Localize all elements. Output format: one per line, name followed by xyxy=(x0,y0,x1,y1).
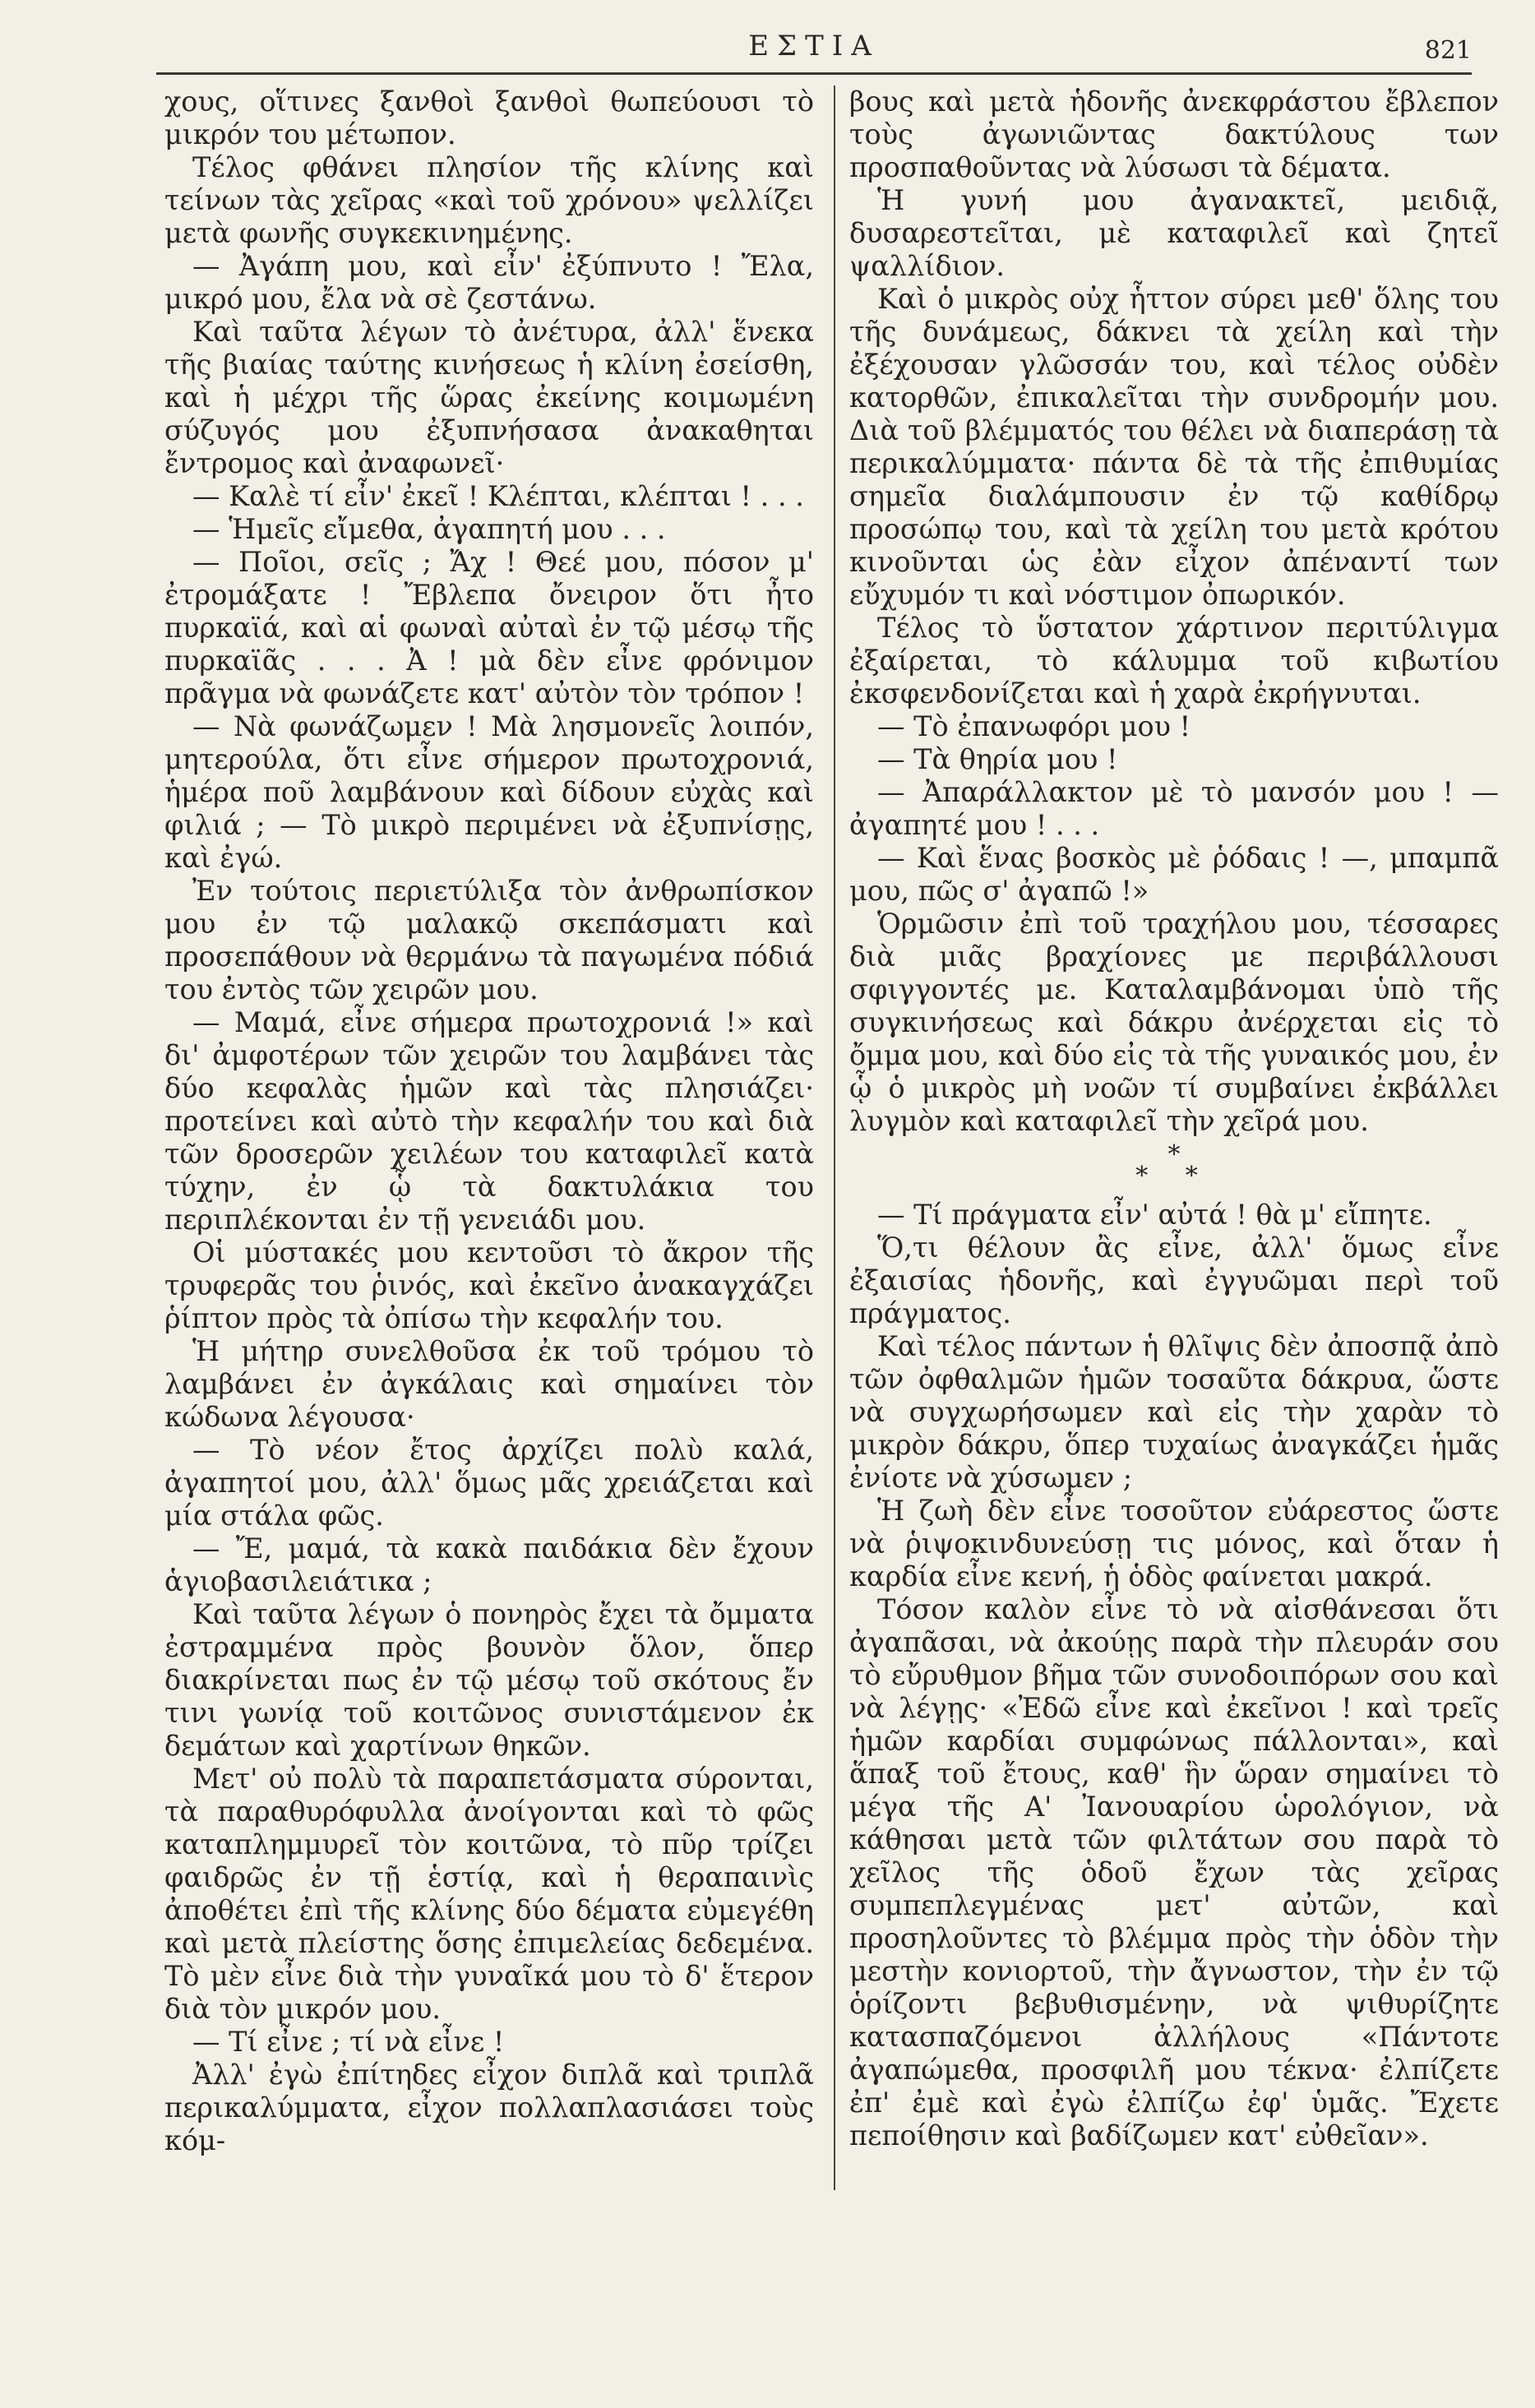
paragraph: Καὶ ὁ μικρὸς οὐχ ἧττον σύρει μεθ' ὅλης του τῆς δυνάμεως, δάκνει τὰ χείλη καὶ τὴν ἐξέχουσαν γλῶσσάν του, καὶ τέλος οὐδὲν κατορθῶν, ἐπικαλεῖται τὴν συνδρομήν μου. Διὰ τοῦ βλέμματός του θέλει νὰ διαπεράσῃ τὰ περικαλύμματα· πάντα δὲ τὰ τῆς ἐπιθυμίας σημεῖα διαλάμπουσιν ἐν τῷ καθίδρῳ προσώπῳ του, καὶ τὰ χείλη του μετὰ κρότου κινοῦνται ὡς ἐὰν εἶχον ἀπέναντί των εὔχυμόν τι καὶ νόστιμον ὀπωρικόν. xyxy=(849,283,1499,611)
paragraph: Τόσον καλὸν εἶνε τὸ νὰ αἰσθάνεσαι ὅτι ἀγαπᾶσαι, νὰ ἀκούῃς παρὰ τὴν πλευράν σου τὸ εὔρυθμον βῆμα τῶν συνοδοιπόρων σου καὶ νὰ λέγῃς· «Ἐδῶ εἶνε καὶ ἐκεῖνοι ! καὶ τρεῖς ἡμῶν καρδίαι συμφώνως πάλλονται», καὶ ἅπαξ τοῦ ἔτους, καθ' ἣν ὥραν σημαίνει τὸ μέγα τῆς Α' Ἰανουαρίου ὡρολόγιον, νὰ κάθησαι μετὰ τῶν φιλτάτων σου παρὰ τὸ χεῖλος τῆς ὁδοῦ ἔχων τὰς χεῖρας συμπεπλεγμένας μετ' αὐτῶν, καὶ προσηλοῦντες τὸ βλέμμα πρὸς τὴν ὁδὸν τὴν μεστὴν κονιορτοῦ, τὴν ἄγνωστον, τὴν ἐν τῷ ὁρίζοντι βεβυθισμένην, νὰ ψιθυρίζητε κατασπαζόμενοι ἀλλήλους «Πάντοτε ἀγαπώμεθα, προσφιλῆ μου τέκνα· ἐλπίζετε ἐπ' ἐμὲ καὶ ἐγὼ ἐλπίζω ἐφ' ὑμᾶς. Ἔχετε πεποίθησιν καὶ βαδίζωμεν κατ' εὐθεῖαν». xyxy=(849,1593,1499,2151)
section-break-asterism xyxy=(849,1140,1499,1190)
right-column xyxy=(849,86,1499,2152)
paragraph: Μετ' οὐ πολὺ τὰ παραπετάσματα σύρονται, τὰ παραθυρόφυλλα ἀνοίγονται καὶ τὸ φῶς καταπλημμυρεῖ τὸν κοιτῶνα, τὸ πῦρ τρίζει φαιδρῶς ἐν τῇ ἑστίᾳ, καὶ ἡ θεραπαινὶς ἀποθέτει ἐπὶ τῆς κλίνης δύο δέματα εὐμεγέθη καὶ μετὰ πλείστης ὅσης ἐπιμελείας δεδεμένα. Τὸ μὲν εἶνε διὰ τὴν γυναῖκά μου τὸ δ' ἕτερον διὰ τὸν μικρόν μου. xyxy=(164,1763,814,2025)
paragraph: Τέλος φθάνει πλησίον τῆς κλίνης καὶ τείνων τὰς χεῖρας «καὶ τοῦ χρόνου» ψελλίζει μετὰ φωνῆς συγκεκινημένης. xyxy=(164,151,814,249)
paragraph: Ἀλλ' ἐγὼ ἐπίτηδες εἶχον διπλᾶ καὶ τριπλᾶ περικαλύμματα, εἶχον πολλαπλασιάσει τοὺς κόμ- xyxy=(164,2059,814,2156)
dialogue-line: — Νὰ φωνάζωμεν ! Μὰ λησμονεῖς λοιπόν, μητερούλα, ὅτι εἶνε σήμερον πρωτοχρονιά, ἡμέρα ποῦ λαμβάνουν καὶ δίδουν εὐχὰς καὶ φιλιά ; — Τὸ μικρὸ περιμένει νὰ ἐξυπνίσῃς, καὶ ἐγώ. xyxy=(164,710,814,874)
journal-title: ΕΣΤΙΑ xyxy=(748,30,880,62)
dialogue-line: — Καλὲ τί εἶν' ἐκεῖ ! Κλέπται, κλέπται ! . . . xyxy=(192,480,804,512)
dialogue-line: — Ἀγάπη μου, καὶ εἶν' ἐξύπνυτο ! Ἔλα, μικρό μου, ἔλα νὰ σὲ ζεστάνω. xyxy=(164,250,814,315)
dialogue-line: — Καὶ ἕνας βοσκὸς μὲ ῥόδαις ! —, μπαμπᾶ μου, πῶς σ' ἀγαπῶ !» xyxy=(849,842,1499,907)
paragraph: Ἡ γυνή μου ἀγανακτεῖ, μειδιᾷ, δυσαρεστεῖται, μὲ καταφιλεῖ καὶ ζητεῖ ψαλλίδιον. xyxy=(849,184,1499,282)
dialogue-line: — Ποῖοι, σεῖς ; Ἄχ ! Θεέ μου, πόσον μ' ἐτρομάξατε ! Ἔβλεπα ὄνειρον ὅτι ἦτο πυρκαϊά, καὶ αἱ φωναὶ αὐταὶ ἐν τῷ μέσῳ τῆς πυρκαϊᾶς . . . Ἀ ! μὰ δὲν εἶνε φρόνιμον πρᾶγμα νὰ φωνάζετε κατ' αὐτὸν τὸν τρόπον ! xyxy=(164,546,814,709)
paragraph: Ὁρμῶσιν ἐπὶ τοῦ τραχήλου μου, τέσσαρες διὰ μιᾶς βραχίονες με περιβάλλουσι σφιγγοντές με. Καταλαμβάνομαι ὑπὸ τῆς συγκινήσεως καὶ δάκρυ ἀνέρχεται εἰς τὸ ὄμμα μου, καὶ δύο εἰς τὰ τῆς γυναικός μου, ἐν ᾧ ὁ μικρὸς μὴ νοῶν τί συμβαίνει ἐκβάλλει λυγμὸν καὶ καταφιλεῖ τὴν χεῖρά μου. xyxy=(849,908,1499,1137)
dialogue-line: — Ἡμεῖς εἴμεθα, ἀγαπητή μου . . . xyxy=(192,513,666,545)
header-rule xyxy=(156,72,1472,75)
asterism-top: * xyxy=(1167,1140,1181,1169)
column-divider xyxy=(834,86,835,2190)
dialogue-line: — Τὸ ἐπανωφόρι μου ! xyxy=(877,710,1191,742)
paragraph: Ἡ μήτηρ συνελθοῦσα ἐκ τοῦ τρόμου τὸ λαμβάνει ἐν ἀγκάλαις καὶ σημαίνει τὸν κώδωνα λέγουσα· xyxy=(164,1335,814,1433)
dialogue-line: — Τί πράγματα εἶν' αὐτά ! θὰ μ' εἴπητε. xyxy=(877,1199,1432,1231)
paragraph: Ὅ,τι θέλουν ἂς εἶνε, ἀλλ' ὅμως εἶνε ἐξαισίας ἡδονῆς, καὶ ἐγγυῶμαι περὶ τοῦ πράγματος. xyxy=(849,1232,1499,1329)
dialogue-line: — Μαμά, εἶνε σήμερα πρωτοχρονιά !» καὶ δι' ἀμφοτέρων τῶν χειρῶν του λαμβάνει τὰς δύο κεφαλὰς ἡμῶν καὶ τὰς πλησιάζει· προτείνει καὶ αὐτὸ τὴν κεφαλήν του καὶ διὰ τῶν δροσερῶν χειλέων του καταφιλεῖ κατὰ τύχην, ἐν ᾧ τὰ δακτυλάκια του περιπλέκονται ἐν τῇ γενειάδι μου. xyxy=(164,1006,814,1236)
dialogue-line: — Ἀπαράλλακτον μὲ τὸ μανσόν μου ! — ἀγαπητέ μου ! . . . xyxy=(849,776,1499,841)
paragraph: Οἱ μύστακές μου κεντοῦσι τὸ ἄκρον τῆς τρυφερᾶς του ῥινός, καὶ ἐκεῖνο ἀνακαγχάζει ῥίπτον πρὸς τὰ ὀπίσω τὴν κεφαλήν του. xyxy=(164,1236,814,1334)
dialogue-line: — Τὸ νέον ἔτος ἀρχίζει πολὺ καλά, ἀγαπητοί μου, ἀλλ' ὅμως μᾶς χρειάζεται καὶ μία στάλα φῶς. xyxy=(164,1434,814,1532)
asterism-bottom: * * xyxy=(1135,1162,1213,1190)
paragraph: Καὶ τέλος πάντων ἡ θλῖψις δὲν ἀποσπᾷ ἀπὸ τῶν ὀφθαλμῶν ἡμῶν τοσαῦτα δάκρυα, ὥστε νὰ συγχωρήσωμεν καὶ εἰς τὴν χαρὰν τὸ μικρὸν δάκρυ, ὅπερ τυχαίως ἀναγκάζει ἡμᾶς ἐνίοτε νὰ χύσωμεν ; xyxy=(849,1330,1499,1494)
paragraph: χους, οἵτινες ξανθοὶ ξανθοὶ θωπεύουσι τὸ μικρόν του μέτωπον. xyxy=(164,86,814,150)
page-number: 821 xyxy=(1424,36,1472,65)
page-header xyxy=(156,25,1472,71)
paragraph: Ἐν τούτοις περιετύλιξα τὸν ἀνθρωπίσκον μου ἐν τῷ μαλακῷ σκεπάσματι καὶ προσεπάθουν νὰ θερμάνω τὰ παγωμένα πόδιά του ἐντὸς τῶν χειρῶν μου. xyxy=(164,875,814,1005)
paragraph: Τέλος τὸ ὕστατον χάρτινον περιτύλιγμα ἐξαίρεται, τὸ κάλυμμα τοῦ κιβωτίου ἐκσφενδονίζεται καὶ ἡ χαρὰ ἐκρήγνυται. xyxy=(849,612,1499,709)
dialogue-line: — Ἔ, μαμά, τὰ κακὰ παιδάκια δὲν ἔχουν ἁγιοβασιλειάτικα ; xyxy=(164,1532,814,1597)
left-column xyxy=(164,86,814,2157)
dialogue-line: — Τὰ θηρία μου ! xyxy=(877,743,1118,775)
paragraph: βους καὶ μετὰ ἡδονῆς ἀνεκφράστου ἔβλεπον τοὺς ἀγωνιῶντας δακτύλους των προσπαθοῦντας νὰ λύσωσι τὰ δέματα. xyxy=(849,86,1499,183)
dialogue-line: — Τί εἶνε ; τί νὰ εἶνε ! xyxy=(192,2026,505,2058)
paragraph: Καὶ ταῦτα λέγων ὁ πονηρὸς ἔχει τὰ ὄμματα ἐστραμμένα πρὸς βουνὸν ὅλον, ὅπερ διακρίνεται πως ἐν τῷ μέσῳ τοῦ σκότους ἔν τινι γωνίᾳ τοῦ κοιτῶνος συνιστάμενον ἐκ δεμάτων καὶ χαρτίνων θηκῶν. xyxy=(164,1598,814,1762)
paragraph: Καὶ ταῦτα λέγων τὸ ἀνέτυρα, ἀλλ' ἕνεκα τῆς βιαίας ταύτης κινήσεως ἡ κλίνη ἐσείσθη, καὶ ἡ μέχρι τῆς ὥρας ἐκείνης κοιμωμένη σύζυγός μου ἐξυπνήσασα ἀνακαθηται ἔντρομος καὶ ἀναφωνεῖ· xyxy=(164,316,814,479)
paragraph: Ἡ ζωὴ δὲν εἶνε τοσοῦτον εὐάρεστος ὥστε νὰ ῥιψοκινδυνεύσῃ τις μόνος, καὶ ὅταν ἡ καρδία εἶνε κενή, ἡ ὁδὸς φαίνεται μακρά. xyxy=(849,1495,1499,1592)
